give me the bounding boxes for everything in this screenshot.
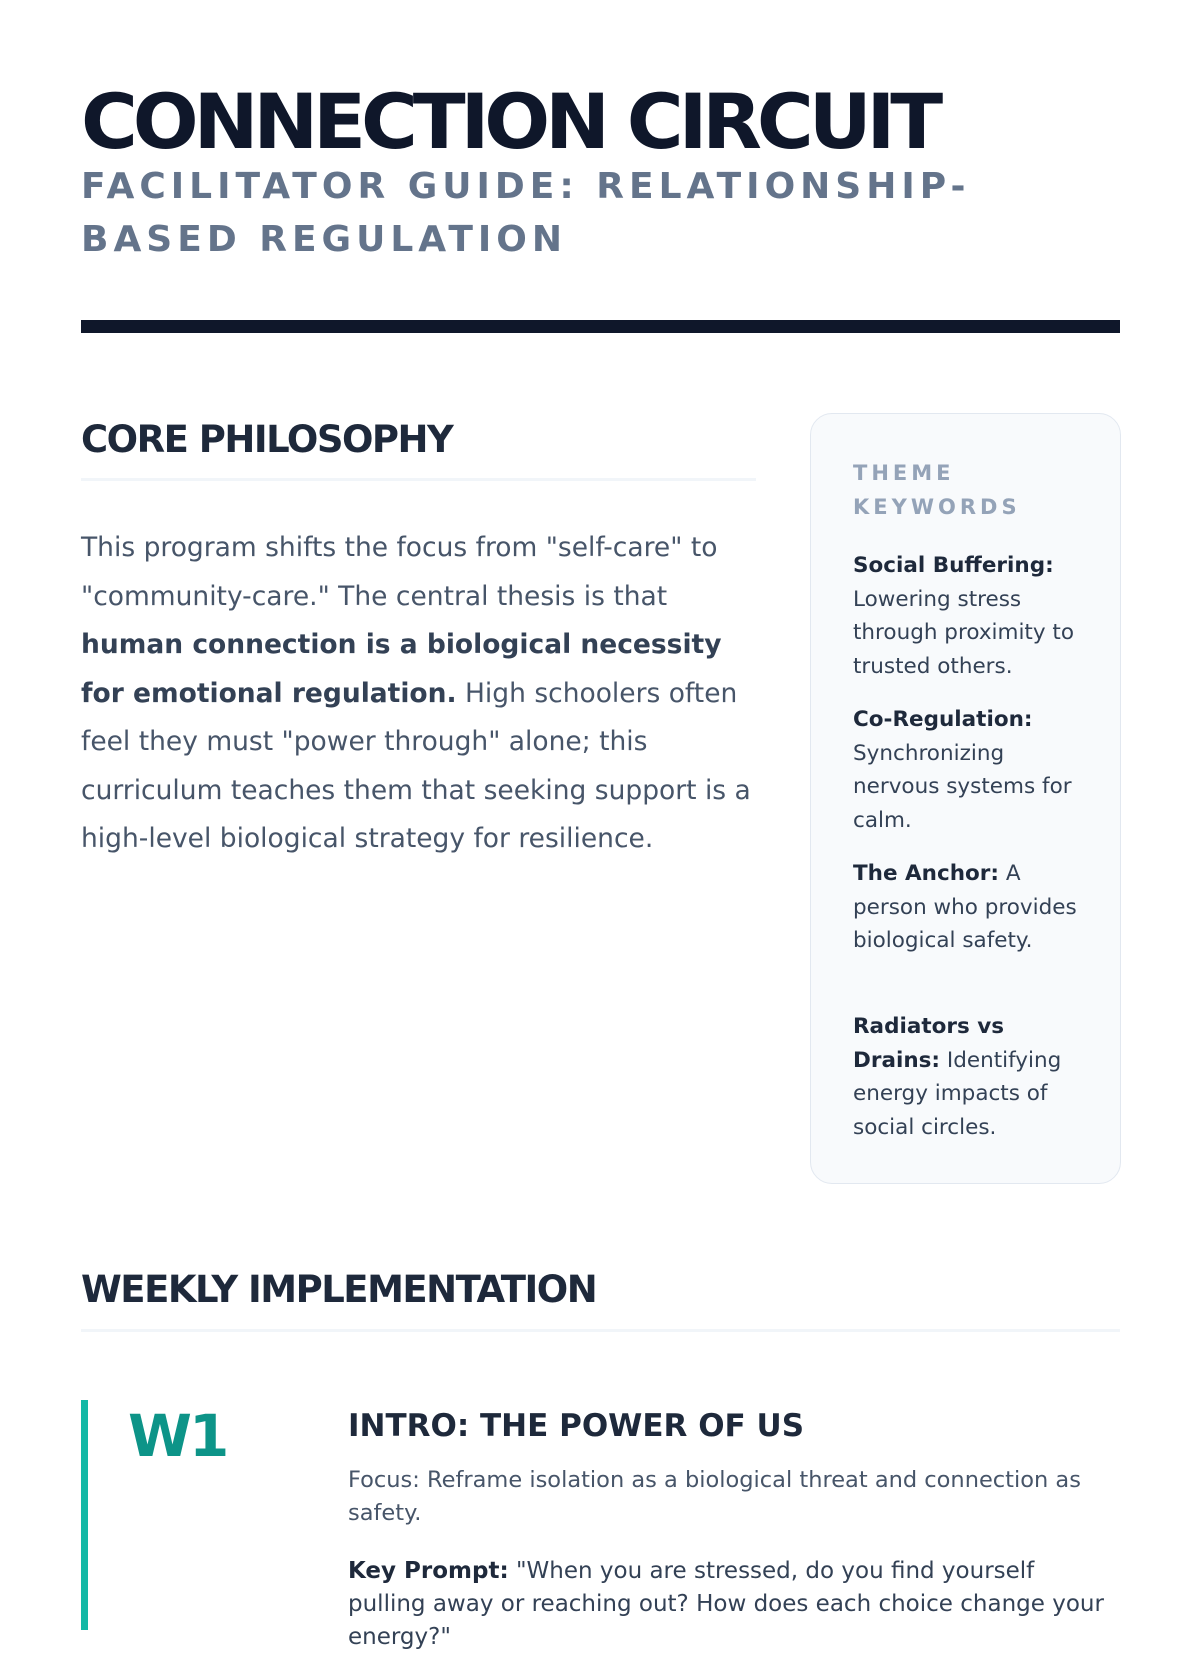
keyword-term: Social Buffering: [853, 553, 1054, 578]
weekly-implementation-heading: WEEKLY IMPLEMENTATION [81, 1268, 597, 1311]
week-1-card [81, 1400, 1120, 1650]
core-philosophy-text [81, 524, 761, 864]
theme-keywords-title: THEME KEYWORDS [853, 461, 1021, 519]
keyword-definition: Synchronizing nervous systems for calm. [853, 740, 1072, 833]
core-philosophy-heading: CORE PHILOSOPHY [81, 418, 453, 461]
core-philosophy-divider [81, 478, 756, 481]
document-subtitle: FACILITATOR GUIDE: RELATIONSHIP-BASED REGULATION [81, 166, 971, 260]
week-focus: Focus: Reframe isolation as a biological threat and connection as safety. [348, 1467, 1081, 1526]
core-text-start: This program shifts the focus from "self-care" to "community-care." The central thesis is that [81, 532, 718, 612]
keyword-co-regulation [853, 703, 1093, 837]
keyword-definition: Identifying energy impacts of social circles. [853, 1047, 1062, 1140]
key-prompt-label: Key Prompt: [348, 1558, 509, 1584]
theme-keywords-panel [810, 413, 1121, 1184]
core-text-end: High schoolers often feel they must "power through" alone; this curriculum teaches them that seeking support is a high-level biological strategy for resilience. [81, 677, 751, 854]
keyword-term: Radiators vs Drains: [853, 1014, 1005, 1073]
keyword-the-anchor [853, 857, 1093, 958]
keyword-definition: Lowering stress through proximity to trusted others. [853, 586, 1075, 679]
keyword-term: The Anchor: [853, 861, 1000, 886]
core-thesis-emphasis: human connection is a biological necessity for emotional regulation. [81, 629, 722, 709]
week-number: W1 [128, 1402, 227, 1470]
header-divider [81, 320, 1120, 333]
keyword-social-buffering [853, 549, 1093, 683]
weekly-implementation-divider [81, 1329, 1120, 1332]
week-key-prompt [348, 1555, 1108, 1654]
keyword-radiators-vs-drains [853, 1010, 1093, 1144]
keyword-definition: A person who provides biological safety. [853, 861, 1077, 953]
document-title: CONNECTION CIRCUIT [81, 77, 939, 166]
keyword-term: Co-Regulation: [853, 707, 1033, 732]
week-title: INTRO: THE POWER OF US [348, 1408, 805, 1444]
key-prompt-text: "When you are stressed, do you find yourself pulling away or reaching out? How does each choice change your energy?" [348, 1558, 1104, 1650]
